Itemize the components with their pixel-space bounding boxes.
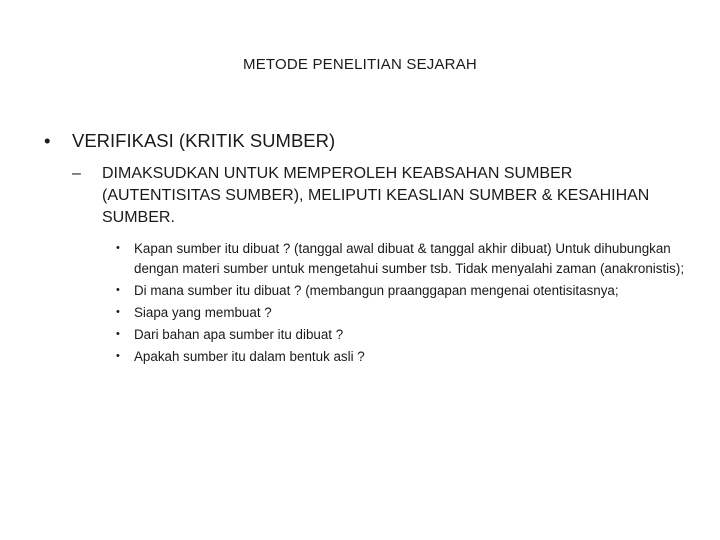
list-item-text: Siapa yang membuat ?	[134, 304, 272, 320]
bullet-verifikasi	[44, 130, 684, 152]
sub-bullet-definition-text: DIMAKSUDKAN UNTUK MEMPEROLEH KEABSAHAN SUMBER (AUTENTISITAS SUMBER), MELIPUTI KEASLIAN SUMBER & KESAHIHAN SUMBER.	[102, 165, 650, 226]
list-item-text: Dari bahan apa sumber itu dibuat ?	[134, 327, 344, 343]
list-item-text: Di mana sumber itu dibuat ? (membangun praanggapan mengenai otentisitasnya;	[134, 282, 619, 298]
list-item-text: Kapan sumber itu dibuat ? (tanggal awal dibuat & tanggal akhir dibuat) Untuk dihubungkan dengan materi sumber untuk mengetahui sumber tsb. Tidak menyalahi zaman (anakronistis);	[134, 241, 685, 276]
bullet-dot-icon: •	[116, 328, 120, 341]
list-item-text: Apakah sumber itu dalam bentuk asli ?	[134, 349, 365, 365]
bullet-verifikasi-text: VERIFIKASI (KRITIK SUMBER)	[72, 130, 336, 151]
question-list	[116, 239, 696, 370]
bullet-dot-icon: •	[44, 130, 51, 151]
bullet-dot-icon: •	[116, 305, 120, 318]
slide-title: METODE PENELITIAN SEJARAH	[243, 56, 477, 73]
dash-bullet-icon: –	[72, 165, 81, 182]
sub-bullet-definition	[72, 163, 682, 229]
list-item	[116, 347, 696, 367]
bullet-dot-icon: •	[116, 242, 120, 254]
bullet-dot-icon: •	[116, 283, 120, 296]
bullet-dot-icon: •	[116, 350, 120, 363]
list-item	[116, 325, 696, 345]
list-item	[116, 281, 696, 301]
list-item	[116, 303, 696, 323]
list-item	[116, 239, 696, 278]
